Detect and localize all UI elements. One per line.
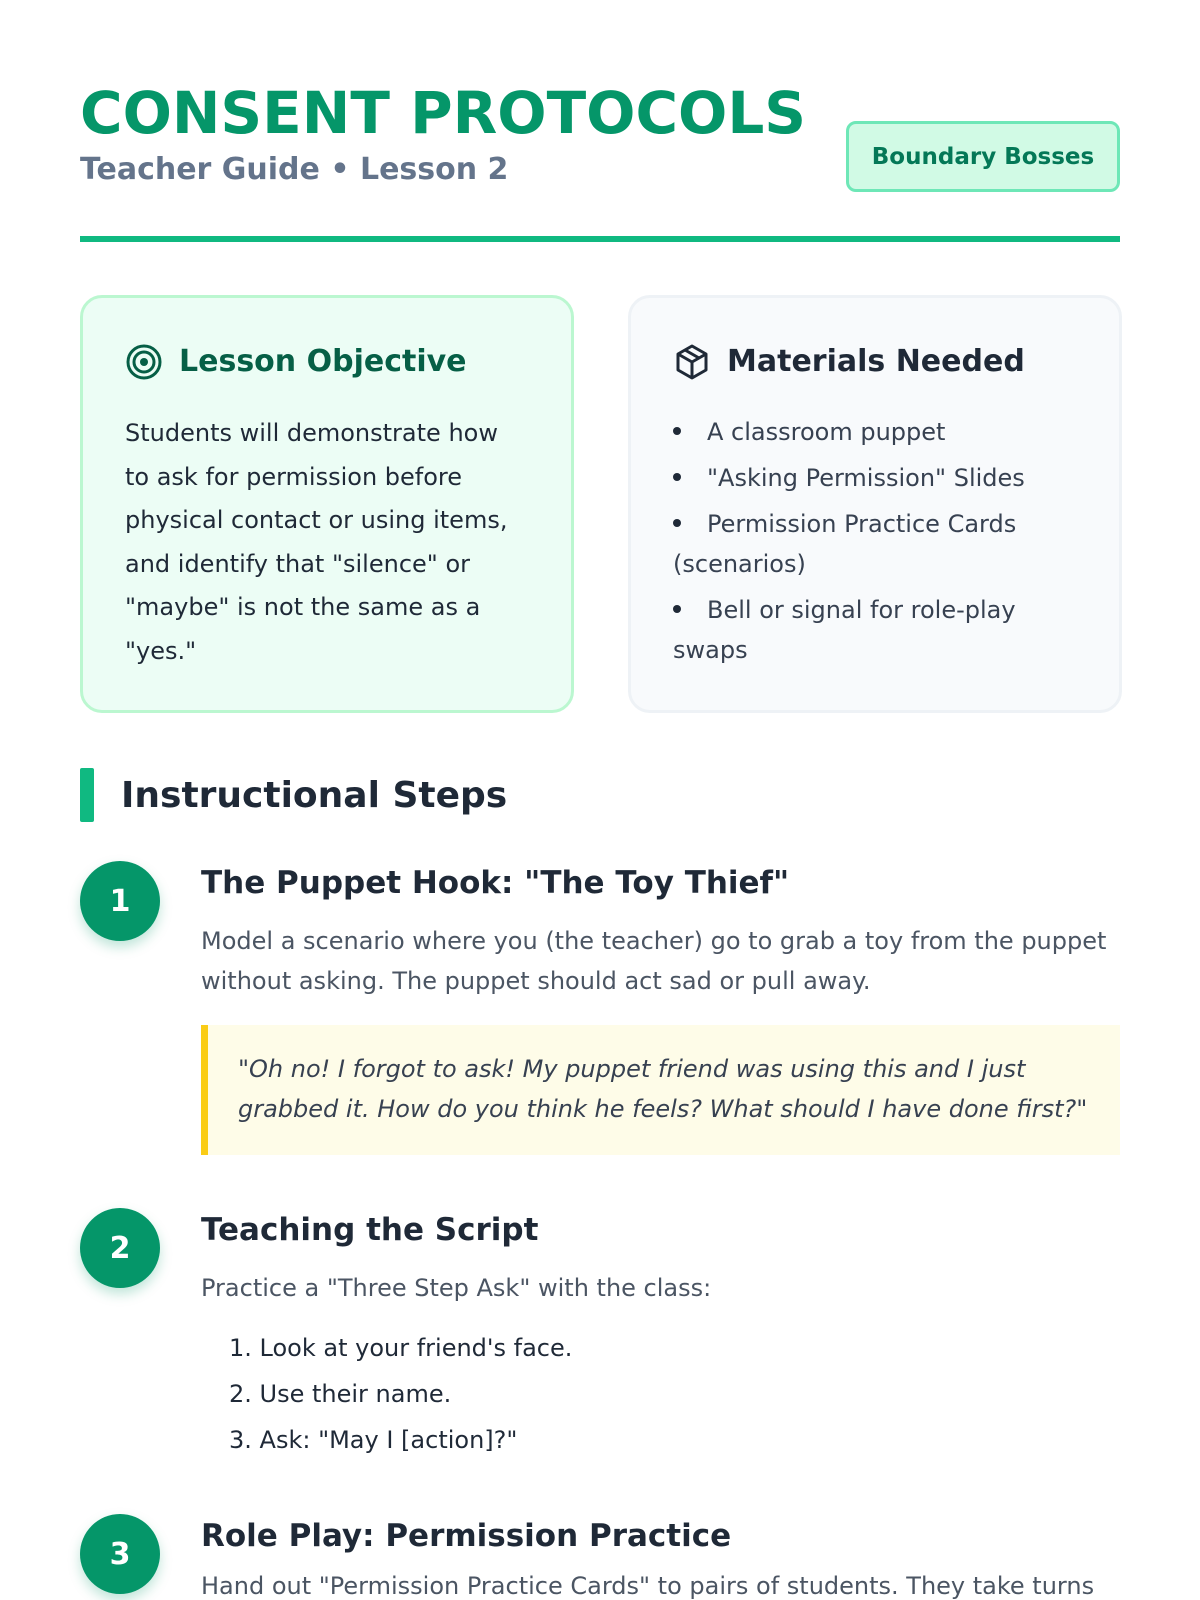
page-header bbox=[80, 80, 1120, 242]
step-title: The Puppet Hook: "The Toy Thief" bbox=[201, 865, 790, 901]
materials-card-header bbox=[673, 340, 1077, 384]
section-title: Instructional Steps bbox=[121, 774, 508, 816]
step-title: Role Play: Permission Practice bbox=[201, 1518, 732, 1554]
list-item: A classroom puppet bbox=[673, 412, 1077, 452]
objective-title: Lesson Objective bbox=[179, 344, 467, 379]
step-number-badge: 3 bbox=[80, 1514, 160, 1594]
step-description: Model a scenario where you (the teacher) go to grab a toy from the puppet without asking. The puppet should act sad or pull away. bbox=[201, 927, 1107, 995]
program-badge: Boundary Bosses bbox=[846, 121, 1120, 192]
objective-card-header bbox=[125, 340, 529, 384]
step-title: Teaching the Script bbox=[201, 1212, 539, 1248]
bullet-icon bbox=[673, 427, 681, 435]
step-description: Practice a "Three Step Ask" with the class: bbox=[201, 1274, 712, 1302]
box-icon bbox=[673, 343, 711, 381]
materials-card bbox=[628, 295, 1122, 713]
list-item: Permission Practice Cards (scenarios) bbox=[673, 510, 1017, 578]
three-step-ask-list bbox=[201, 1328, 1120, 1460]
step-body bbox=[201, 1514, 1120, 1600]
step-number-badge: 1 bbox=[80, 861, 160, 941]
list-item: "Asking Permission" Slides bbox=[673, 458, 1077, 498]
page-subtitle: Teacher Guide • Lesson 2 bbox=[80, 152, 509, 187]
step-number-badge: 2 bbox=[80, 1208, 160, 1288]
instructional-steps-heading bbox=[80, 768, 507, 822]
bullet-icon bbox=[673, 605, 681, 613]
bullet-icon bbox=[673, 473, 681, 481]
list-item: 3. Ask: "May I [action]?" bbox=[229, 1426, 518, 1454]
list-item: 1. Look at your friend's face. bbox=[229, 1334, 573, 1362]
bullet-icon bbox=[673, 519, 681, 527]
section-accent-bar bbox=[80, 768, 94, 822]
step-body bbox=[201, 861, 1120, 1155]
teacher-script-quote: "Oh no! I forgot to ask! My puppet friend was using this and I just grabbed it. How do you think he feels? What should I have done first?" bbox=[201, 1025, 1120, 1155]
materials-title: Materials Needed bbox=[727, 344, 1025, 379]
step-body bbox=[201, 1208, 1120, 1466]
list-item: Bell or signal for role-play swaps bbox=[673, 596, 1016, 664]
objective-text: Students will demonstrate how to ask for permission before physical contact or using items, and identify that "silence" or "maybe" is not the same as a "yes." bbox=[125, 419, 508, 665]
materials-list bbox=[673, 412, 1077, 670]
page-title: CONSENT PROTOCOLS bbox=[80, 79, 807, 147]
objective-card bbox=[80, 295, 574, 713]
target-icon bbox=[125, 343, 163, 381]
list-item: 2. Use their name. bbox=[229, 1380, 452, 1408]
step-description: Hand out "Permission Practice Cards" to pairs of students. They take turns bbox=[201, 1572, 1095, 1600]
